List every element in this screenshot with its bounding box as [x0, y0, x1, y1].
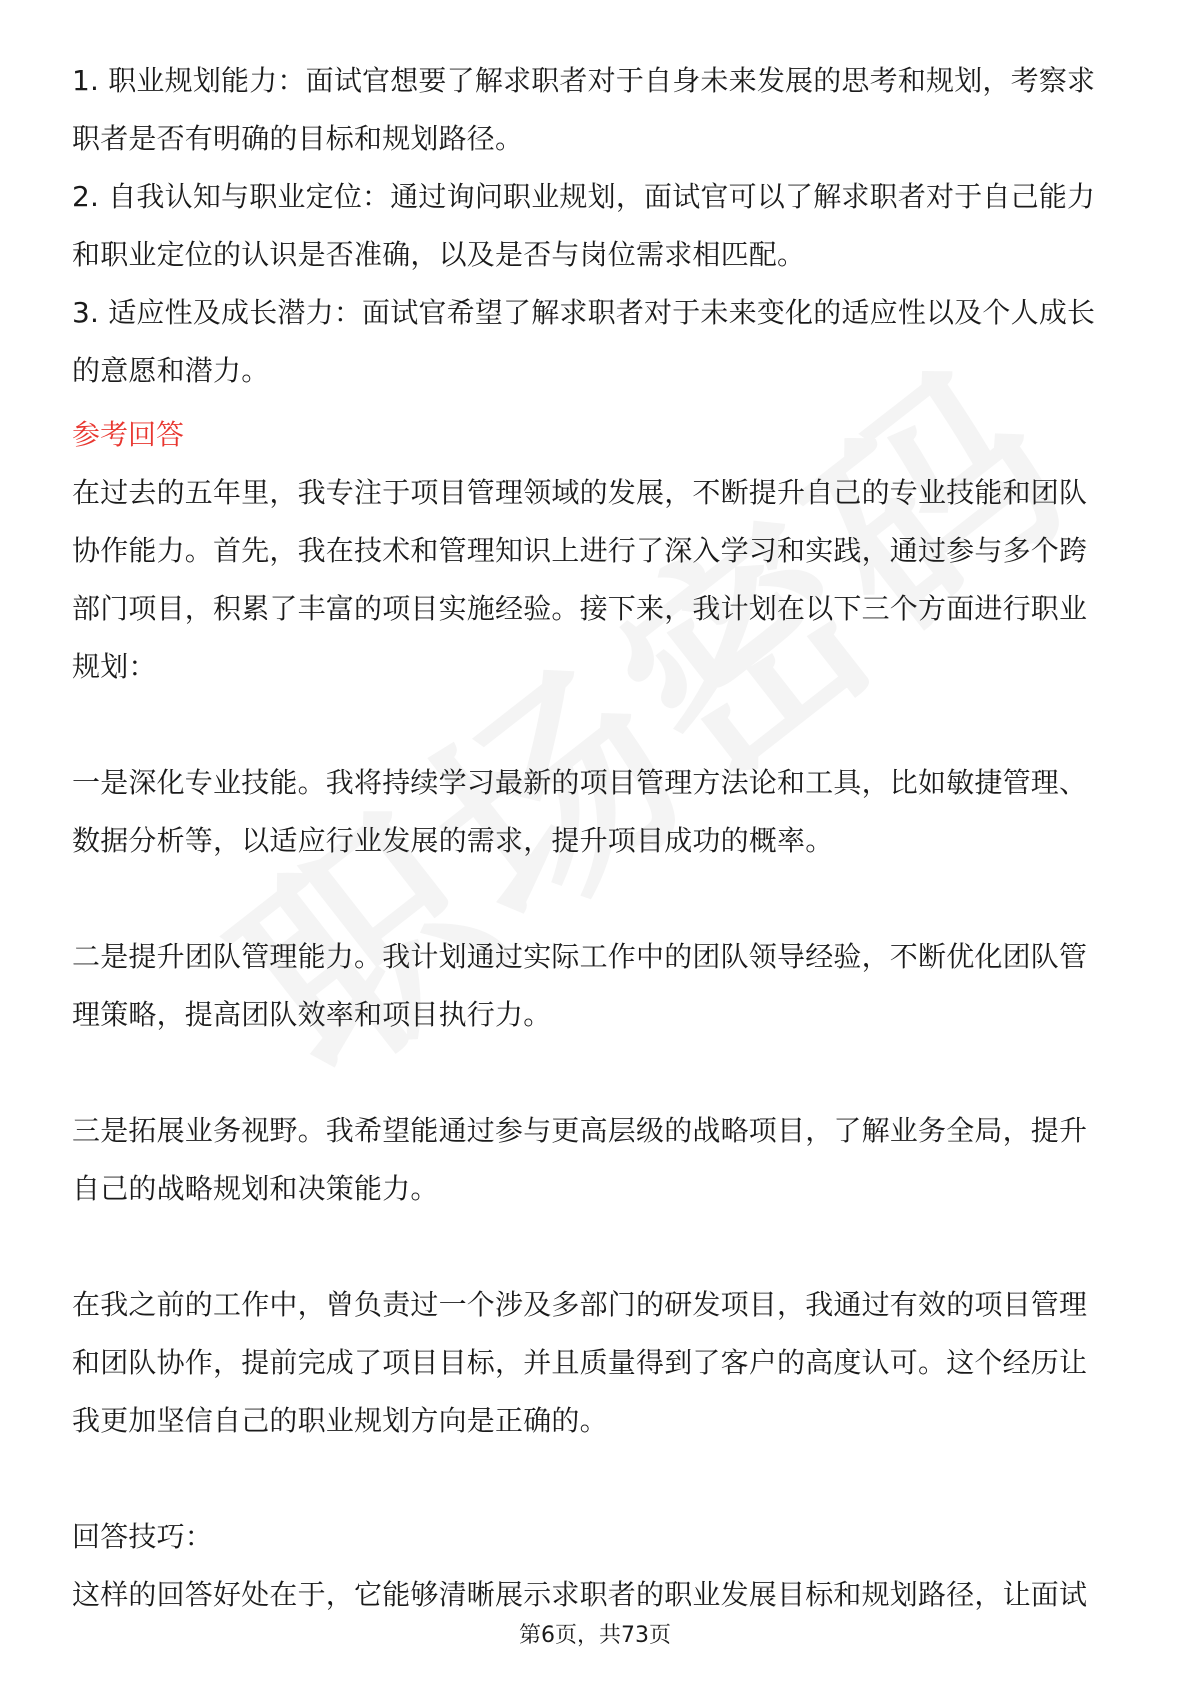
- text-line: 我更加坚信自己的职业规划方向是正确的。: [72, 1404, 608, 1437]
- text-line: 和职业定位的认识是否准确，以及是否与岗位需求相匹配。: [72, 238, 806, 271]
- page-number-footer: 第6页，共73页: [519, 1623, 671, 1648]
- paragraph-gap: [72, 1218, 1122, 1276]
- document-body: [72, 52, 1122, 1624]
- answer-paragraph-4: [72, 1102, 1122, 1218]
- text-line: 规划：: [72, 650, 157, 683]
- text-line: 2. 自我认知与职业定位：通过询问职业规划，面试官可以了解求职者对于自己能力: [72, 180, 1096, 213]
- answer-paragraph-5: [72, 1276, 1122, 1450]
- answer-paragraph-2: [72, 754, 1122, 870]
- text-line: 二是提升团队管理能力。我计划通过实际工作中的团队领导经验，不断优化团队管: [72, 940, 1088, 973]
- answer-paragraph-3: [72, 928, 1122, 1044]
- paragraph-gap: [72, 1044, 1122, 1102]
- tips-heading: 回答技巧：: [72, 1520, 214, 1553]
- paragraph-gap: [72, 1450, 1122, 1508]
- text-line: 的意愿和潜力。: [72, 354, 270, 387]
- text-line: 和团队协作，提前完成了项目目标，并且质量得到了客户的高度认可。这个经历让: [72, 1346, 1088, 1379]
- text-line: 3. 适应性及成长潜力：面试官希望了解求职者对于未来变化的适应性以及个人成长: [72, 296, 1096, 329]
- text-line: 部门项目，积累了丰富的项目实施经验。接下来，我计划在以下三个方面进行职业: [72, 592, 1088, 625]
- text-line: 一是深化专业技能。我将持续学习最新的项目管理方法论和工具，比如敏捷管理、: [72, 766, 1088, 799]
- tips-paragraph: [72, 1566, 1122, 1624]
- intro-points: [72, 52, 1122, 400]
- text-line: 理策略，提高团队效率和项目执行力。: [72, 998, 552, 1031]
- text-line: 这样的回答好处在于，它能够清晰展示求职者的职业发展目标和规划路径，让面试: [72, 1578, 1088, 1611]
- text-line: 在我之前的工作中，曾负责过一个涉及多部门的研发项目，我通过有效的项目管理: [72, 1288, 1088, 1321]
- text-line: 1. 职业规划能力：面试官想要了解求职者对于自身未来发展的思考和规划，考察求: [72, 64, 1096, 97]
- reference-answer-heading: 参考回答: [72, 418, 185, 451]
- text-line: 在过去的五年里，我专注于项目管理领域的发展，不断提升自己的专业技能和团队: [72, 476, 1088, 509]
- text-line: 三是拓展业务视野。我希望能通过参与更高层级的战略项目，了解业务全局，提升: [72, 1114, 1088, 1147]
- answer-paragraph-1: [72, 464, 1122, 696]
- text-line: 自己的战略规划和决策能力。: [72, 1172, 439, 1205]
- text-line: 数据分析等，以适应行业发展的需求，提升项目成功的概率。: [72, 824, 834, 857]
- paragraph-gap: [72, 696, 1122, 754]
- text-line: 协作能力。首先，我在技术和管理知识上进行了深入学习和实践，通过参与多个跨: [72, 534, 1088, 567]
- text-line: 职者是否有明确的目标和规划路径。: [72, 122, 524, 155]
- paragraph-gap: [72, 870, 1122, 928]
